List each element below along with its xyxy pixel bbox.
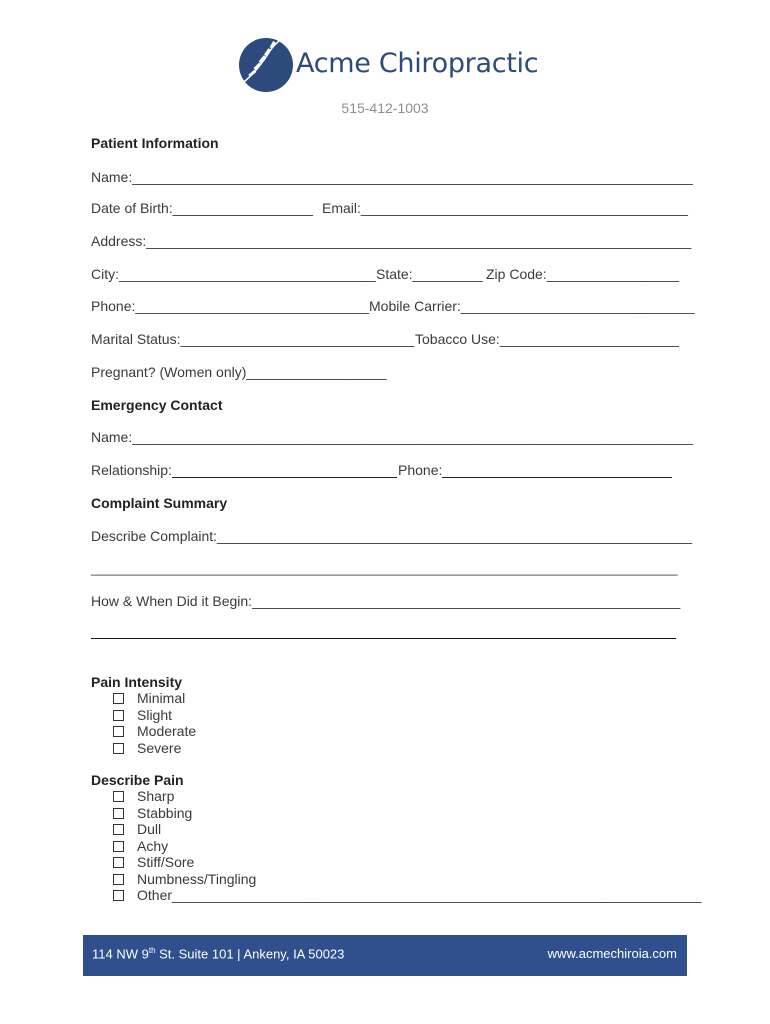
pain-intensity-list bbox=[91, 690, 196, 756]
began-continuation-line[interactable] bbox=[91, 638, 676, 639]
how-when-began-field[interactable]: How & When Did it Begin:_______________________________________________________ bbox=[91, 593, 681, 609]
complaint-summary-heading: Complaint Summary bbox=[91, 495, 228, 511]
complaint-continuation-field[interactable]: ________________________________________________________________________________ bbox=[91, 561, 678, 576]
describe-pain-heading: Describe Pain bbox=[91, 772, 184, 788]
describe-pain-option[interactable]: Numbness/Tingling bbox=[91, 871, 701, 888]
pain-intensity-option[interactable]: Minimal bbox=[91, 690, 196, 707]
mobile-carrier-field[interactable]: Mobile Carrier:______________________________ bbox=[369, 298, 695, 314]
describe-complaint-field[interactable]: Describe Complaint:_____________________________________________________________ bbox=[91, 528, 693, 544]
relationship-field[interactable] bbox=[172, 477, 397, 478]
relationship-label: Relationship: bbox=[91, 462, 172, 478]
describe-pain-option[interactable]: Achy bbox=[91, 838, 701, 855]
checkbox-icon[interactable] bbox=[113, 890, 124, 901]
checkbox-icon[interactable] bbox=[113, 693, 124, 704]
describe-pain-option[interactable]: Stabbing bbox=[91, 805, 701, 822]
city-field[interactable]: City:_________________________________ bbox=[91, 266, 376, 282]
emergency-name-field[interactable]: Name:________________________________________________________________________ bbox=[91, 429, 693, 445]
pain-intensity-option[interactable]: Slight bbox=[91, 707, 196, 724]
pregnant-field[interactable]: Pregnant? (Women only)__________________ bbox=[91, 364, 387, 380]
emergency-phone-field[interactable] bbox=[442, 477, 672, 478]
email-field[interactable]: Email:__________________________________________ bbox=[322, 200, 688, 216]
describe-pain-list bbox=[91, 788, 701, 904]
checkbox-icon[interactable] bbox=[113, 791, 124, 802]
describe-pain-option[interactable]: Sharp bbox=[91, 788, 701, 805]
patient-information-heading: Patient Information bbox=[91, 135, 219, 151]
footer-bar bbox=[83, 935, 687, 976]
pain-intensity-option[interactable]: Moderate bbox=[91, 723, 196, 740]
address-field[interactable]: Address:______________________________________________________________________ bbox=[91, 233, 692, 249]
date-of-birth-field[interactable]: Date of Birth:__________________ bbox=[91, 200, 313, 216]
emergency-phone-label: Phone: bbox=[398, 462, 443, 478]
clinic-phone: 515-412-1003 bbox=[341, 100, 429, 116]
describe-pain-option[interactable]: Dull bbox=[91, 821, 701, 838]
zip-code-field[interactable]: Zip Code:_________________ bbox=[486, 266, 680, 282]
state-field[interactable]: State:_________ bbox=[376, 266, 483, 282]
checkbox-icon[interactable] bbox=[113, 808, 124, 819]
footer-website-link[interactable]: www.acmechiroia.com bbox=[547, 946, 677, 961]
logo bbox=[238, 36, 539, 94]
checkbox-icon[interactable] bbox=[113, 857, 124, 868]
footer-address: 114 NW 9th St. Suite 101 | Ankeny, IA 50023 bbox=[92, 946, 345, 962]
pain-intensity-option[interactable]: Severe bbox=[91, 740, 196, 757]
emergency-contact-heading: Emergency Contact bbox=[91, 397, 223, 413]
checkbox-icon[interactable] bbox=[113, 824, 124, 835]
tobacco-use-field[interactable]: Tobacco Use:_______________________ bbox=[415, 331, 679, 347]
checkbox-icon[interactable] bbox=[113, 874, 124, 885]
describe-pain-other-option[interactable]: Other____________________________________________________________________ bbox=[91, 887, 701, 904]
checkbox-icon[interactable] bbox=[113, 841, 124, 852]
spine-logo-icon bbox=[238, 36, 296, 94]
describe-pain-option[interactable]: Stiff/Sore bbox=[91, 854, 701, 871]
checkbox-icon[interactable] bbox=[113, 710, 124, 721]
patient-name-field[interactable]: Name:________________________________________________________________________ bbox=[91, 169, 693, 185]
phone-field[interactable]: Phone:______________________________ bbox=[91, 298, 369, 314]
brand-name: Acme Chiropractic bbox=[296, 48, 539, 79]
pain-intensity-heading: Pain Intensity bbox=[91, 674, 183, 690]
marital-status-field[interactable]: Marital Status:______________________________ bbox=[91, 331, 415, 347]
checkbox-icon[interactable] bbox=[113, 726, 124, 737]
checkbox-icon[interactable] bbox=[113, 743, 124, 754]
